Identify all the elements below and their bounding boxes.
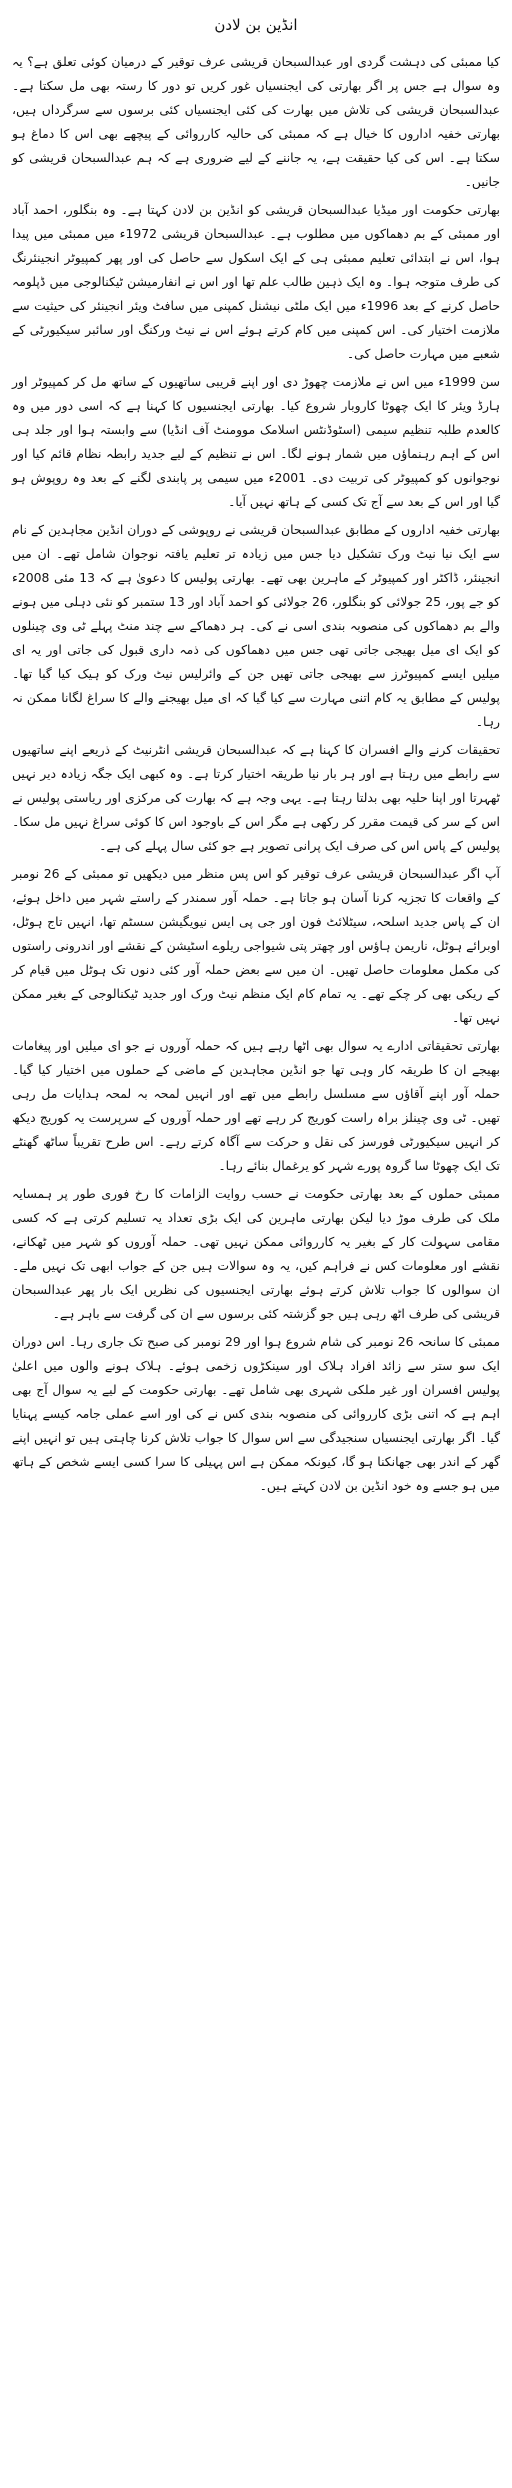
article-paragraph: بھارتی تحقیقاتی ادارے یہ سوال بھی اٹھا رہے ہیں کہ حملہ آوروں نے جو ای میلیں اور پیغامات بھیجے ان کا طریقہ کار وہی تھا جو انڈین مجاہدین کے ماضی کے حملوں میں اختیار کیا گیا۔ حملہ آور اپنے آقاؤں سے مسلسل رابطے میں تھے اور انہیں لمحہ بہ لمحہ ہدایات مل رہی تھیں۔ ٹی وی چینلز براہ راست کوریج کر رہے تھے اور حملہ آوروں کے سرپرست یہ کوریج دیکھ کر انہیں سیکیورٹی فورسز کی نقل و حرکت سے آگاہ کرتے رہے۔ اس طرح تقریباً ساٹھ گھنٹے تک ایک چھوٹا سا گروہ پورے شہر کو یرغمال بنائے رہا۔: [12, 1038, 500, 1173]
article-paragraph: سن 1999ء میں اس نے ملازمت چھوڑ دی اور اپنے قریبی ساتھیوں کے ساتھ مل کر کمپیوٹر اور ہارڈ ویئر کا ایک چھوٹا کاروبار شروع کیا۔ بھارتی ایجنسیوں کا کہنا ہے کہ اسی دور میں وہ کالعدم طلبہ تنظیم سیمی (اسٹوڈنٹس اسلامک موومنٹ آف انڈیا) سے وابستہ ہوا اور جلد ہی اس کے اہم رہنماؤں میں شمار ہونے لگا۔ اس نے تنظیم کے لیے جدید رابطہ نظام قائم کیا اور نوجوانوں کو کمپیوٹر کی تربیت دی۔ 2001ء میں سیمی پر پابندی لگنے کے بعد وہ روپوش ہو گیا اور اس کے بعد سے آج تک کسی کے ہاتھ نہیں آیا۔: [12, 374, 500, 509]
article-paragraph: آپ اگر عبدالسبحان قریشی عرف توقیر کو اس پس منظر میں دیکھیں تو ممبئی کے 26 نومبر کے واقعات کا تجزیہ کرنا آسان ہو جاتا ہے۔ حملہ آور سمندر کے راستے شہر میں داخل ہوئے، ان کے پاس جدید اسلحہ، سیٹلائٹ فون اور جی پی ایس نیویگیشن سسٹم تھا، انہیں تاج ہوٹل، اوبرائے ہوٹل، ناریمن ہاؤس اور چھتر پتی شیواجی ریلوے اسٹیشن کے نقشے اور اندرونی راستوں کی مکمل معلومات حاصل تھیں۔ ان میں سے بعض حملہ آور کئی دنوں تک ہوٹل میں قیام کر کے ریکی بھی کر چکے تھے۔ یہ تمام کام ایک منظم نیٹ ورک اور جدید ٹیکنالوجی کے بغیر ممکن نہیں تھا۔: [12, 866, 500, 1025]
article-paragraph: ممبئی کا سانحہ 26 نومبر کی شام شروع ہوا اور 29 نومبر کی صبح تک جاری رہا۔ اس دوران ایک سو ستر سے زائد افراد ہلاک اور سینکڑوں زخمی ہوئے۔ ہلاک ہونے والوں میں اعلیٰ پولیس افسران اور غیر ملکی شہری بھی شامل تھے۔ بھارتی حکومت کے لیے یہ سوال آج بھی اہم ہے کہ اتنی بڑی کارروائی کی منصوبہ بندی کس نے کی اور اسے عملی جامہ کیسے پہنایا گیا۔ اگر بھارتی ایجنسیاں سنجیدگی سے اس سوال کا جواب تلاش کرنا چاہتی ہیں تو انہیں اپنے گھر کے اندر بھی جھانکنا ہو گا، کیونکہ ممکن ہے اس پہیلی کا سرا کسی ایسے شخص کے ہاتھ میں ہو جسے وہ خود انڈین بن لادن کہتے ہیں۔: [12, 1334, 500, 1493]
article-paragraph: بھارتی خفیہ اداروں کے مطابق عبدالسبحان قریشی نے روپوشی کے دوران انڈین مجاہدین کے نام سے ایک نیا نیٹ ورک تشکیل دیا جس میں زیادہ تر تعلیم یافتہ نوجوان شامل تھے۔ ان میں انجینئر، ڈاکٹر اور کمپیوٹر کے ماہرین بھی تھے۔ بھارتی پولیس کا دعویٰ ہے کہ 13 مئی 2008ء کو جے پور، 25 جولائی کو بنگلور، 26 جولائی کو احمد آباد اور 13 ستمبر کو نئی دہلی میں ہونے والے بم دھماکوں کی منصوبہ بندی اسی نے کی۔ ہر دھماکے سے چند منٹ پہلے ٹی وی چینلوں کو ایک ای میل بھیجی جاتی تھی جس میں دھماکوں کی ذمہ داری قبول کی جاتی اور یہ ای میلیں ایسے کمپیوٹرز سے بھیجی جاتی تھیں جن کے وائرلیس نیٹ ورک کو ہیک کیا گیا تھا۔ پولیس کے مطابق یہ کام اتنی مہارت سے کیا گیا کہ ای میل بھیجنے والے کا سراغ لگانا ممکن نہ رہا۔: [12, 522, 500, 729]
article-paragraph: بھارتی حکومت اور میڈیا عبدالسبحان قریشی کو انڈین بن لادن کہتا ہے۔ وہ بنگلور، احمد آباد اور ممبئی کے بم دھماکوں میں مطلوب ہے۔ عبدالسبحان قریشی 1972ء میں ممبئی میں پیدا ہوا، اس نے ابتدائی تعلیم ممبئی ہی کے ایک اسکول سے حاصل کی اور پھر کمپیوٹر انجینئرنگ کی طرف متوجہ ہوا۔ وہ ایک ذہین طالب علم تھا اور اس نے انفارمیشن ٹیکنالوجی میں ڈپلومہ حاصل کرنے کے بعد 1996ء میں ایک ملٹی نیشنل کمپنی میں سافٹ ویئر انجینئر کی حیثیت سے ملازمت اختیار کی۔ اس کمپنی میں کام کرتے ہوئے اس نے نیٹ ورکنگ اور سائبر سیکیورٹی کے شعبے میں مہارت حاصل کی۔: [12, 202, 501, 361]
article-paragraph: کیا ممبئی کی دہشت گردی اور عبدالسبحان قریشی عرف توقیر کے درمیان کوئی تعلق ہے؟ یہ وہ سوال ہے جس پر اگر بھارتی کی ایجنسیاں غور کریں تو دور کا رستہ بھی مل سکتا ہے۔ عبدالسبحان قریشی کی تلاش میں بھارت کی کئی ایجنسیاں کئی برسوں سے سرگرداں ہیں، بھارتی خفیہ اداروں کا خیال ہے کہ ممبئی کی حالیہ کارروائی کے پیچھے بھی اس کا دماغ ہو سکتا ہے۔ اس کی کیا حقیقت ہے، یہ جاننے کے لیے ضروری ہے کہ ہم عبدالسبحان قریشی کو جانیں۔: [12, 54, 500, 189]
article-body: [12, 50, 500, 1498]
article-headline: انڈین بن لادن: [214, 16, 298, 34]
article-paragraph: ممبئی حملوں کے بعد بھارتی حکومت نے حسب روایت الزامات کا رخ فوری طور پر ہمسایہ ملک کی طرف موڑ دیا لیکن بھارتی ماہرین کی ایک بڑی تعداد یہ تسلیم کرتی ہے کہ کسی مقامی سہولت کار کے بغیر یہ کارروائی ممکن نہیں تھی۔ حملہ آوروں کو شہر میں ٹھکانے، نقشے اور معلومات کس نے فراہم کیں، یہ وہ سوالات ہیں جن کے جواب ابھی تک نہیں ملے۔ ان سوالوں کا جواب تلاش کرتے ہوئے بھارتی ایجنسیوں کی نظریں ایک بار پھر عبدالسبحان قریشی کی طرف اٹھ رہی ہیں جو گزشتہ کئی برسوں سے ان کی گرفت سے باہر ہے۔: [12, 1186, 500, 1321]
article-paragraph: تحقیقات کرنے والے افسران کا کہنا ہے کہ عبدالسبحان قریشی انٹرنیٹ کے ذریعے اپنے ساتھیوں سے رابطے میں رہتا ہے اور ہر بار نیا طریقہ اختیار کرتا ہے۔ وہ کبھی ایک جگہ زیادہ دیر نہیں ٹھہرتا اور اپنا حلیہ بھی بدلتا رہتا ہے۔ یہی وجہ ہے کہ بھارت کی مرکزی اور ریاستی پولیس نے اس کے سر کی قیمت مقرر کر رکھی ہے مگر اس کے باوجود اس کا کوئی سراغ نہیں مل سکا۔ پولیس کے پاس اس کی صرف ایک پرانی تصویر ہے جو کئی سال پہلے کی ہے۔: [12, 742, 500, 853]
